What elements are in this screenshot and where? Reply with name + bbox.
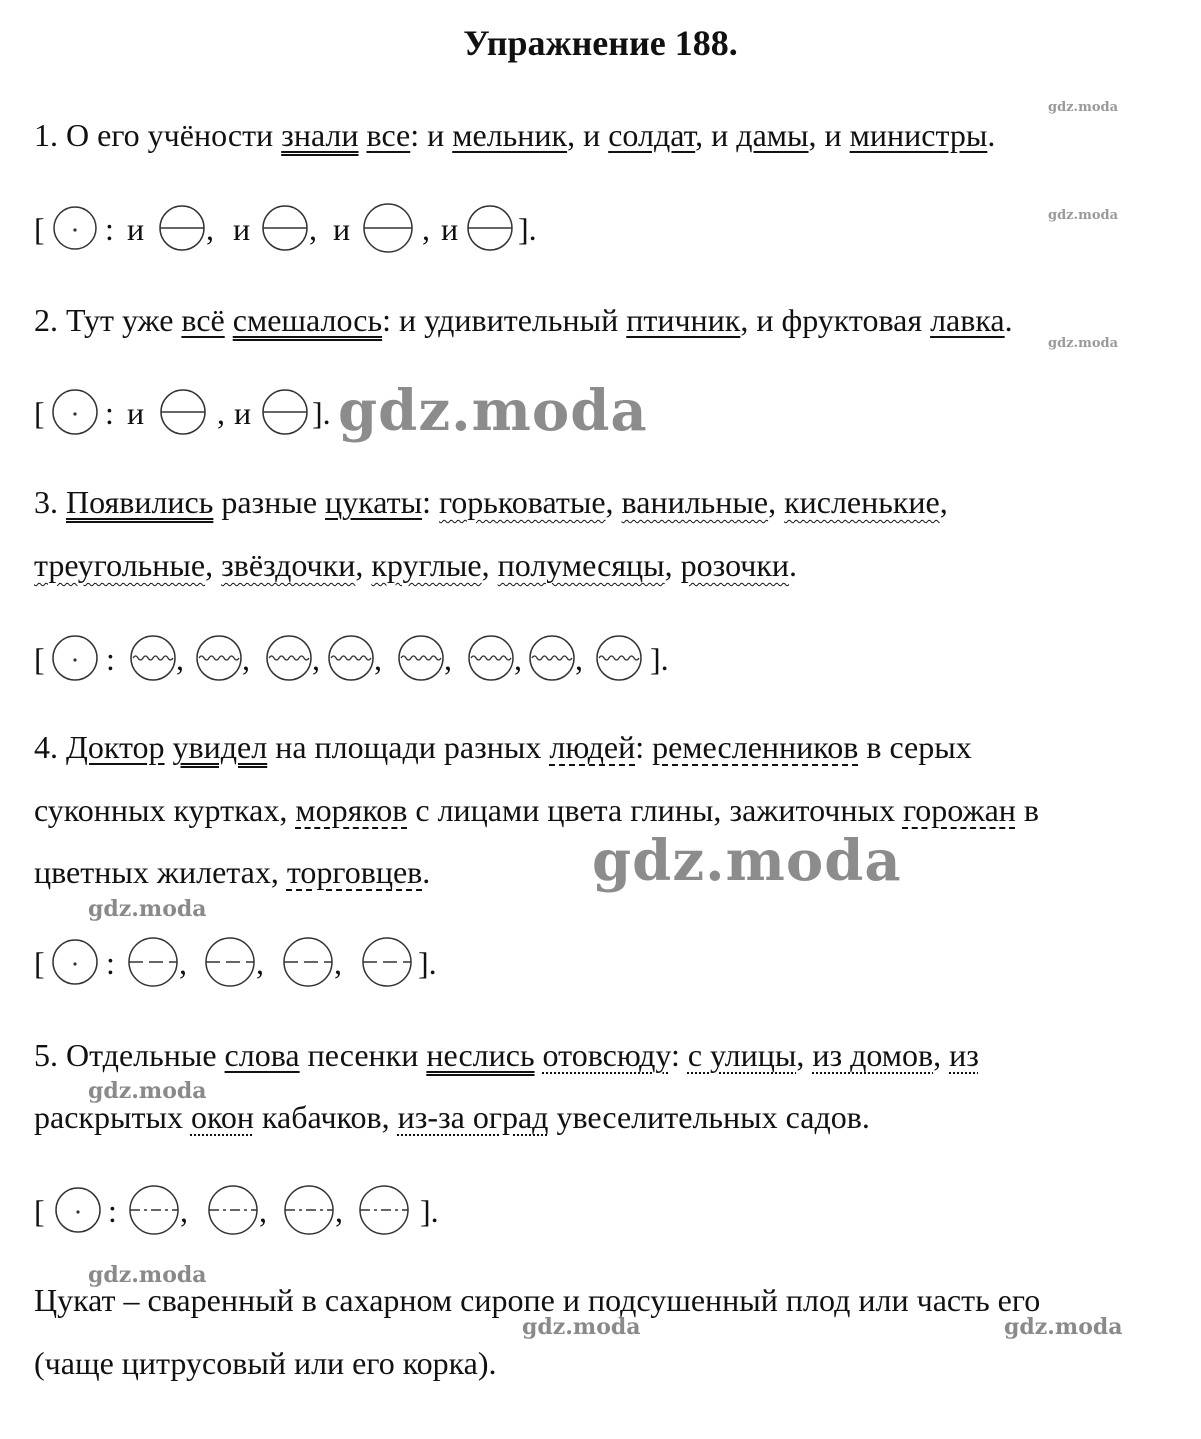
subject-word: дамы <box>736 117 809 153</box>
watermark-large: gdz.moda <box>592 828 902 894</box>
watermark-large: gdz.moda <box>338 378 648 444</box>
conjunction: и <box>127 395 145 431</box>
text: . <box>1004 302 1013 338</box>
colon: : <box>105 211 114 247</box>
text: О его учёности <box>66 117 282 153</box>
colon: : <box>105 395 114 431</box>
subject-word: мельник <box>452 117 568 153</box>
text: в <box>1015 792 1040 828</box>
comma: , <box>422 211 430 247</box>
circle-dot <box>73 658 76 661</box>
bracket-open: [ <box>34 641 45 677</box>
adverbial-word: отовсюду <box>542 1037 671 1073</box>
bracket-close: ]. <box>650 641 669 677</box>
comma: , <box>312 641 320 677</box>
sentence-2 <box>34 300 1013 340</box>
circle-dot <box>73 962 76 965</box>
comma: , <box>256 945 264 981</box>
subject-word: лавка <box>930 302 1005 338</box>
subject-word: Доктор <box>66 729 165 765</box>
comma: , <box>180 1193 188 1229</box>
comma: , <box>176 641 184 677</box>
definition-word: круглые <box>371 547 482 583</box>
text: , <box>355 547 372 583</box>
predicate-word: Появились <box>66 484 214 520</box>
bracket-open: [ <box>34 945 45 981</box>
watermark: gdz.moda <box>88 1262 207 1288</box>
definition-line-2: (чаще цитрусовый или его корка). <box>34 1345 497 1381</box>
definition-word: полумесяцы <box>497 547 665 583</box>
sentence-number: 4. <box>34 729 66 765</box>
watermark: gdz.moda <box>1048 100 1119 115</box>
text: песенки <box>299 1037 427 1073</box>
sentence-number: 1. <box>34 117 66 153</box>
scheme-4 <box>34 938 437 986</box>
object-word: ремесленников <box>652 729 859 765</box>
wavy-line <box>599 656 639 660</box>
adverbial-word: из <box>949 1037 979 1073</box>
definition-word: кисленькие <box>784 484 940 520</box>
colon: : <box>106 945 115 981</box>
colon: : <box>106 641 115 677</box>
text: раскрытых <box>34 1099 191 1135</box>
adverbial-word: из домов <box>812 1037 934 1073</box>
comma: , <box>206 211 214 247</box>
generalizing-word: все <box>366 117 411 153</box>
comma: , <box>242 641 250 677</box>
exercise-title: Упражнение 188. <box>463 23 738 63</box>
generalizing-circle <box>56 1188 100 1232</box>
wavy-line <box>269 656 309 660</box>
subject-word: слова <box>224 1037 300 1073</box>
text: разные <box>213 484 326 520</box>
wavy-line <box>331 656 371 660</box>
comma: , <box>374 641 382 677</box>
predicate-word: смешалось <box>232 302 383 338</box>
definition-word: горьковатые <box>438 484 606 520</box>
circle-dot <box>73 412 76 415</box>
object-word: торговцев <box>286 854 423 890</box>
predicate-word: знали <box>281 117 359 153</box>
text: кабачков, <box>253 1099 398 1135</box>
text: , <box>796 1037 813 1073</box>
text: на площади разных <box>267 729 550 765</box>
text: . <box>987 117 996 153</box>
conjunction: и <box>127 211 145 247</box>
text <box>225 302 233 338</box>
text: , <box>605 484 622 520</box>
text: : <box>670 1037 688 1073</box>
circle-dot <box>73 228 76 231</box>
comma: , <box>179 945 187 981</box>
text: , и <box>567 117 609 153</box>
wavy-line <box>133 656 173 660</box>
text: , и <box>695 117 737 153</box>
conjunction: и <box>234 395 252 431</box>
adverbial-word: окон <box>190 1099 254 1135</box>
wavy-line <box>401 656 441 660</box>
watermark: gdz.moda <box>522 1314 641 1340</box>
text: , и фруктовая <box>740 302 931 338</box>
text: суконных куртках, <box>34 792 296 828</box>
text: . <box>789 547 798 583</box>
comma: , <box>309 211 317 247</box>
object-word: людей <box>549 729 636 765</box>
definition-word: звёздочки <box>221 547 356 583</box>
sentence-3-line-1 <box>34 482 948 522</box>
scheme-3 <box>34 636 669 680</box>
generalizing-circle <box>53 636 97 680</box>
comma: , <box>259 1193 267 1229</box>
comma: , <box>334 945 342 981</box>
text: : <box>635 729 653 765</box>
colon: : <box>108 1193 117 1229</box>
watermark: gdz.moda <box>1048 336 1119 351</box>
watermark: gdz.moda <box>88 896 207 922</box>
bracket-open: [ <box>34 1193 45 1229</box>
sentence-4-line-1 <box>34 727 972 767</box>
watermark: gdz.moda <box>1004 1314 1123 1340</box>
sentence-5-line-1 <box>34 1035 979 1075</box>
comma: , <box>444 641 452 677</box>
sentence-4-line-3 <box>34 852 430 892</box>
definition-word: ванильные <box>621 484 769 520</box>
text: , <box>664 547 681 583</box>
text: , <box>933 1037 950 1073</box>
bracket-open: [ <box>34 211 45 247</box>
wavy-line <box>532 656 572 660</box>
predicate-word: увидел <box>172 729 268 765</box>
text: Отдельные <box>66 1037 225 1073</box>
wavy-line <box>471 656 511 660</box>
text: : и <box>410 117 453 153</box>
bracket-close: ]. <box>312 395 331 431</box>
object-word: горожан <box>902 792 1016 828</box>
sentence-number: 5. <box>34 1037 66 1073</box>
predicate-word: неслись <box>426 1037 535 1073</box>
adverbial-word: из-за оград <box>397 1099 549 1135</box>
subject-word: цукаты <box>325 484 423 520</box>
generalizing-word: всё <box>181 302 225 338</box>
text: , и <box>808 117 850 153</box>
scheme-5 <box>34 1186 439 1234</box>
definition-word: треугольные <box>34 547 206 583</box>
generalizing-circle <box>53 940 97 984</box>
definition-word: розочки <box>680 547 790 583</box>
generalizing-circle <box>53 390 97 434</box>
sentence-3-line-2 <box>34 545 797 585</box>
text: . <box>422 854 431 890</box>
text: , <box>939 484 948 520</box>
text: : и удивительный <box>382 302 627 338</box>
bracket-close: ]. <box>418 945 437 981</box>
text: с лицами цвета глины, зажиточных <box>407 792 903 828</box>
object-word: моряков <box>295 792 408 828</box>
circle-dot <box>76 1210 79 1213</box>
wavy-line <box>199 656 239 660</box>
bracket-open: [ <box>34 395 45 431</box>
scheme-1 <box>34 204 537 252</box>
subject-word: птичник <box>626 302 741 338</box>
sentence-number: 2. <box>34 302 66 338</box>
comma: , <box>217 395 225 431</box>
conjunction: и <box>333 211 351 247</box>
text: , <box>205 547 222 583</box>
comma: , <box>575 641 583 677</box>
text <box>535 1037 543 1073</box>
text: Тут уже <box>66 302 182 338</box>
text: , <box>768 484 785 520</box>
conjunction: и <box>441 211 459 247</box>
bracket-close: ]. <box>420 1193 439 1229</box>
text <box>165 729 173 765</box>
watermark: gdz.moda <box>88 1078 207 1104</box>
conjunction: и <box>233 211 251 247</box>
generalizing-circle <box>54 207 96 249</box>
text: увеселительных садов. <box>548 1099 870 1135</box>
sentence-number: 3. <box>34 484 66 520</box>
bracket-close: ]. <box>518 211 537 247</box>
adverbial-word: с улицы <box>687 1037 797 1073</box>
text: , <box>481 547 498 583</box>
subject-word: солдат <box>608 117 696 153</box>
text: цветных жилетах, <box>34 854 287 890</box>
text: : <box>422 484 439 520</box>
comma: , <box>335 1193 343 1229</box>
scheme-2 <box>34 390 331 434</box>
watermark: gdz.moda <box>1048 208 1119 223</box>
text: в серых <box>858 729 972 765</box>
definition-line-1: Цукат – сваренный в сахарном сиропе и подсушенный плод или часть его <box>34 1282 1041 1318</box>
comma: , <box>514 641 522 677</box>
subject-word: министры <box>849 117 988 153</box>
sentence-4-line-2 <box>34 790 1039 830</box>
